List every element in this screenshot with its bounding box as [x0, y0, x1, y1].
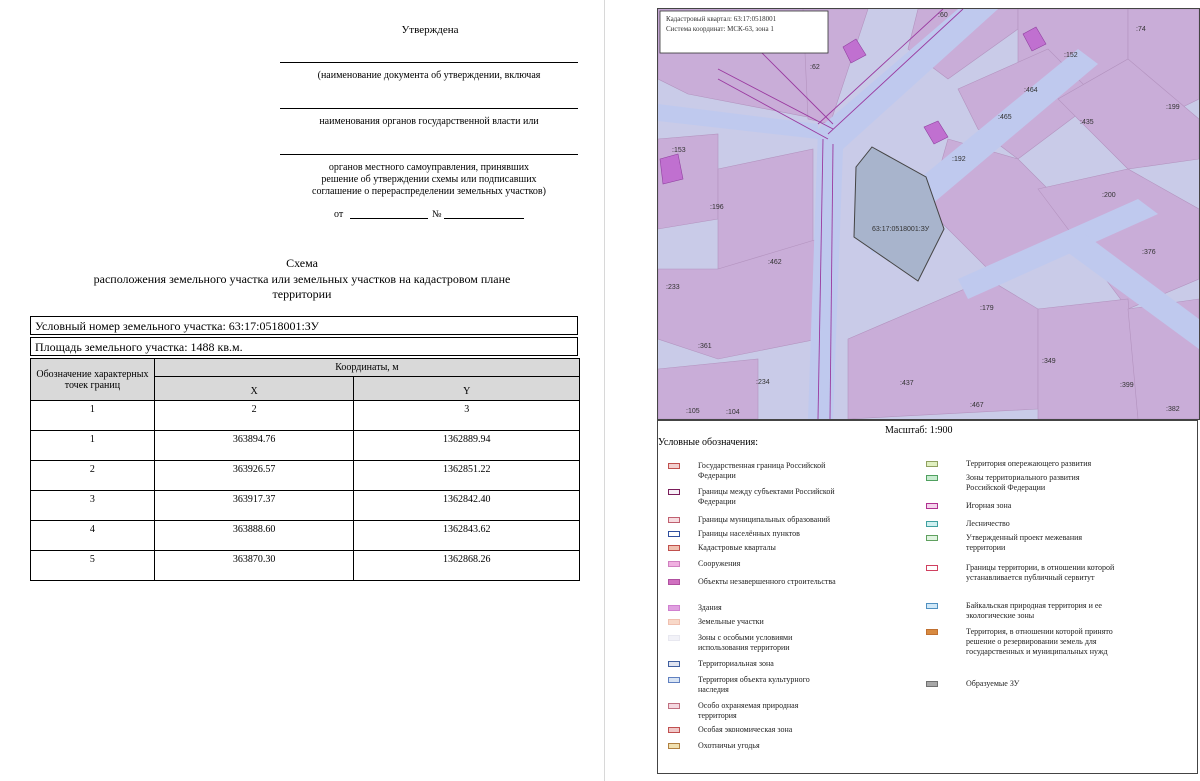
- table-row: [31, 491, 580, 521]
- point-number: 5: [31, 551, 155, 581]
- legend-swatch-icon: [926, 535, 938, 541]
- map-label: :462: [768, 259, 782, 266]
- legend-swatch-icon: [668, 463, 680, 469]
- cadastral-map[interactable]: [657, 8, 1200, 420]
- map-info-1: Кадастровый квартал: 63:17:0518001: [666, 15, 777, 23]
- legend-swatch-icon: [668, 605, 680, 611]
- point-number: 4: [31, 521, 155, 551]
- x-value: 363894.76: [154, 431, 354, 461]
- legend-item-label: Лесничество: [966, 519, 1010, 528]
- legend-swatch-icon: [926, 629, 938, 635]
- legend-swatch-icon: [668, 517, 680, 523]
- parcel-map-label: 63:17:0518001:ЗУ: [872, 226, 930, 233]
- legend-title: Условные обозначения:: [658, 437, 759, 448]
- map-label: :437: [900, 380, 914, 387]
- legend-item-label: Территория опережающего развития: [966, 459, 1092, 468]
- legend: [657, 420, 1198, 774]
- x-value: 363888.60: [154, 521, 354, 551]
- map-label: :104: [726, 409, 740, 416]
- legend-swatch-icon: [668, 531, 680, 537]
- legend-swatch-icon: [668, 561, 680, 567]
- map-label: :196: [710, 204, 724, 211]
- legend-item-label: Особо охраняемая природная территория: [698, 701, 799, 720]
- map-label: :382: [1166, 406, 1180, 413]
- table-row: [31, 431, 580, 461]
- legend-swatch-icon: [668, 489, 680, 495]
- legend-swatch-icon: [668, 635, 680, 641]
- map-label: :74: [1136, 26, 1146, 33]
- x-value: 363926.57: [154, 461, 354, 491]
- approval-note-4: решение об утверждении схемы или подписавших: [321, 174, 537, 185]
- map-label: :349: [1042, 358, 1056, 365]
- legend-item-label: Утвержденный проект межевания территории: [966, 533, 1083, 552]
- map-label: :435: [1080, 119, 1094, 126]
- x-header: X: [154, 377, 354, 401]
- index-cell: 2: [154, 401, 354, 431]
- map-label: :200: [1102, 192, 1116, 199]
- legend-swatch-icon: [926, 503, 938, 509]
- legend-swatch-icon: [668, 677, 680, 683]
- legend-item-label: Объекты незавершенного строительства: [698, 577, 836, 586]
- date-label: от: [334, 209, 344, 220]
- number-label: №: [432, 209, 442, 220]
- approval-note-2: наименования органов государственной власти или: [319, 116, 539, 127]
- points-header: Обозначение характерных точек границ: [31, 359, 155, 401]
- legend-swatch-icon: [668, 703, 680, 709]
- y-value: 1362868.26: [354, 551, 580, 581]
- legend-item-label: Территория объекта культурного наследия: [698, 675, 810, 694]
- legend-item-label: Зоны с особыми условиями использования территории: [698, 633, 793, 652]
- map-label: :465: [998, 114, 1012, 121]
- legend-item-label: Земельные участки: [698, 617, 764, 626]
- legend-swatch-icon: [926, 603, 938, 609]
- legend-swatch-icon: [668, 743, 680, 749]
- legend-swatch-icon: [668, 579, 680, 585]
- scheme-subtitle-1: расположения земельного участка или земельных участков на кадастровом плане: [93, 272, 511, 286]
- legend-swatch-icon: [668, 619, 680, 625]
- map-label: :399: [1120, 382, 1134, 389]
- approval-line-2: [280, 108, 578, 109]
- legend-item-label: Границы территории, в отношении которой устанавливается публичный сервитут: [966, 563, 1115, 582]
- y-header: Y: [354, 377, 580, 401]
- map-label: :192: [952, 156, 966, 163]
- map-label: :234: [756, 379, 770, 386]
- point-number: 3: [31, 491, 155, 521]
- legend-swatch-icon: [926, 475, 938, 481]
- legend-swatch-icon: [668, 661, 680, 667]
- legend-item-label: Охотничьи угодья: [698, 741, 760, 750]
- map-label: :199: [1166, 104, 1180, 111]
- legend-item-label: Территориальная зона: [698, 659, 774, 668]
- scheme-title: Схема: [286, 256, 318, 270]
- legend-item-label: Границы между субъектами Российской Федерации: [698, 487, 835, 506]
- map-label: :105: [686, 408, 700, 415]
- y-value: 1362851.22: [354, 461, 580, 491]
- legend-item-label: Кадастровые кварталы: [698, 543, 776, 552]
- y-value: 1362889.94: [354, 431, 580, 461]
- y-value: 1362843.62: [354, 521, 580, 551]
- legend-item-label: Образуемые ЗУ: [966, 679, 1020, 688]
- map-label: :153: [672, 147, 686, 154]
- right-page: [604, 0, 1200, 781]
- map-label: :62: [810, 64, 820, 71]
- number-line: [444, 218, 524, 219]
- point-number: 1: [31, 431, 155, 461]
- legend-swatch-icon: [926, 681, 938, 687]
- y-value: 1362842.40: [354, 491, 580, 521]
- table-index-row: [31, 401, 580, 431]
- legend-item-label: Игорная зона: [966, 501, 1012, 510]
- map-label: :361: [698, 343, 712, 350]
- point-number: 2: [31, 461, 155, 491]
- approval-note-3: органов местного самоуправления, принявших: [328, 162, 530, 173]
- x-value: 363870.30: [154, 551, 354, 581]
- approval-line-1: [280, 62, 578, 63]
- approval-line-3: [280, 154, 578, 155]
- map-label: :233: [666, 284, 680, 291]
- map-scale: Масштаб: 1:900: [885, 425, 953, 436]
- map-label: :152: [1064, 52, 1078, 59]
- table-row: [31, 521, 580, 551]
- parcel-area-row: Площадь земельного участка: 1488 кв.м.: [30, 337, 578, 356]
- legend-swatch-icon: [926, 461, 938, 467]
- coords-header: Координаты, м: [154, 359, 579, 377]
- map-label: :376: [1142, 249, 1156, 256]
- legend-item-label: Территория, в отношении которой принято решение о резервировании земель для государственных и муниципальных нужд: [966, 627, 1113, 656]
- legend-item-label: Границы муниципальных образований: [698, 515, 831, 524]
- map-label: :467: [970, 402, 984, 409]
- x-value: 363917.37: [154, 491, 354, 521]
- approved-label: Утверждена: [401, 24, 459, 36]
- legend-swatch-icon: [926, 565, 938, 571]
- parcel-number-row: Условный номер земельного участка: 63:17:0518001:ЗУ: [30, 316, 578, 335]
- map-canvas: [658, 9, 1199, 419]
- coordinates-table: [30, 358, 580, 581]
- legend-swatch-icon: [926, 521, 938, 527]
- legend-item-label: Государственная граница Российской Федерации: [698, 461, 826, 480]
- legend-item-label: Границы населённых пунктов: [698, 529, 800, 538]
- legend-item-label: Байкальская природная территория и ее экологические зоны: [966, 601, 1102, 620]
- map-label: :179: [980, 305, 994, 312]
- table-row: [31, 461, 580, 491]
- approval-note-1: (наименование документа об утверждении, включая: [317, 70, 541, 81]
- table-row: [31, 551, 580, 581]
- scheme-subtitle-2: территории: [272, 287, 332, 301]
- map-label: :464: [1024, 87, 1038, 94]
- legend-swatch-icon: [668, 727, 680, 733]
- date-line: [350, 218, 428, 219]
- map-info-2: Система координат: МСК-63, зона 1: [666, 25, 774, 33]
- index-cell: 1: [31, 401, 155, 431]
- legend-swatch-icon: [668, 545, 680, 551]
- legend-item-label: Особая экономическая зона: [698, 725, 793, 734]
- legend-item-label: Сооружения: [698, 559, 741, 568]
- legend-item-label: Зоны территориального развития Российской Федерации: [966, 473, 1080, 492]
- index-cell: 3: [354, 401, 580, 431]
- map-label: :60: [938, 12, 948, 19]
- legend-item-label: Здания: [698, 603, 722, 612]
- approval-note-5: соглашение о перераспределении земельных участков): [312, 186, 546, 197]
